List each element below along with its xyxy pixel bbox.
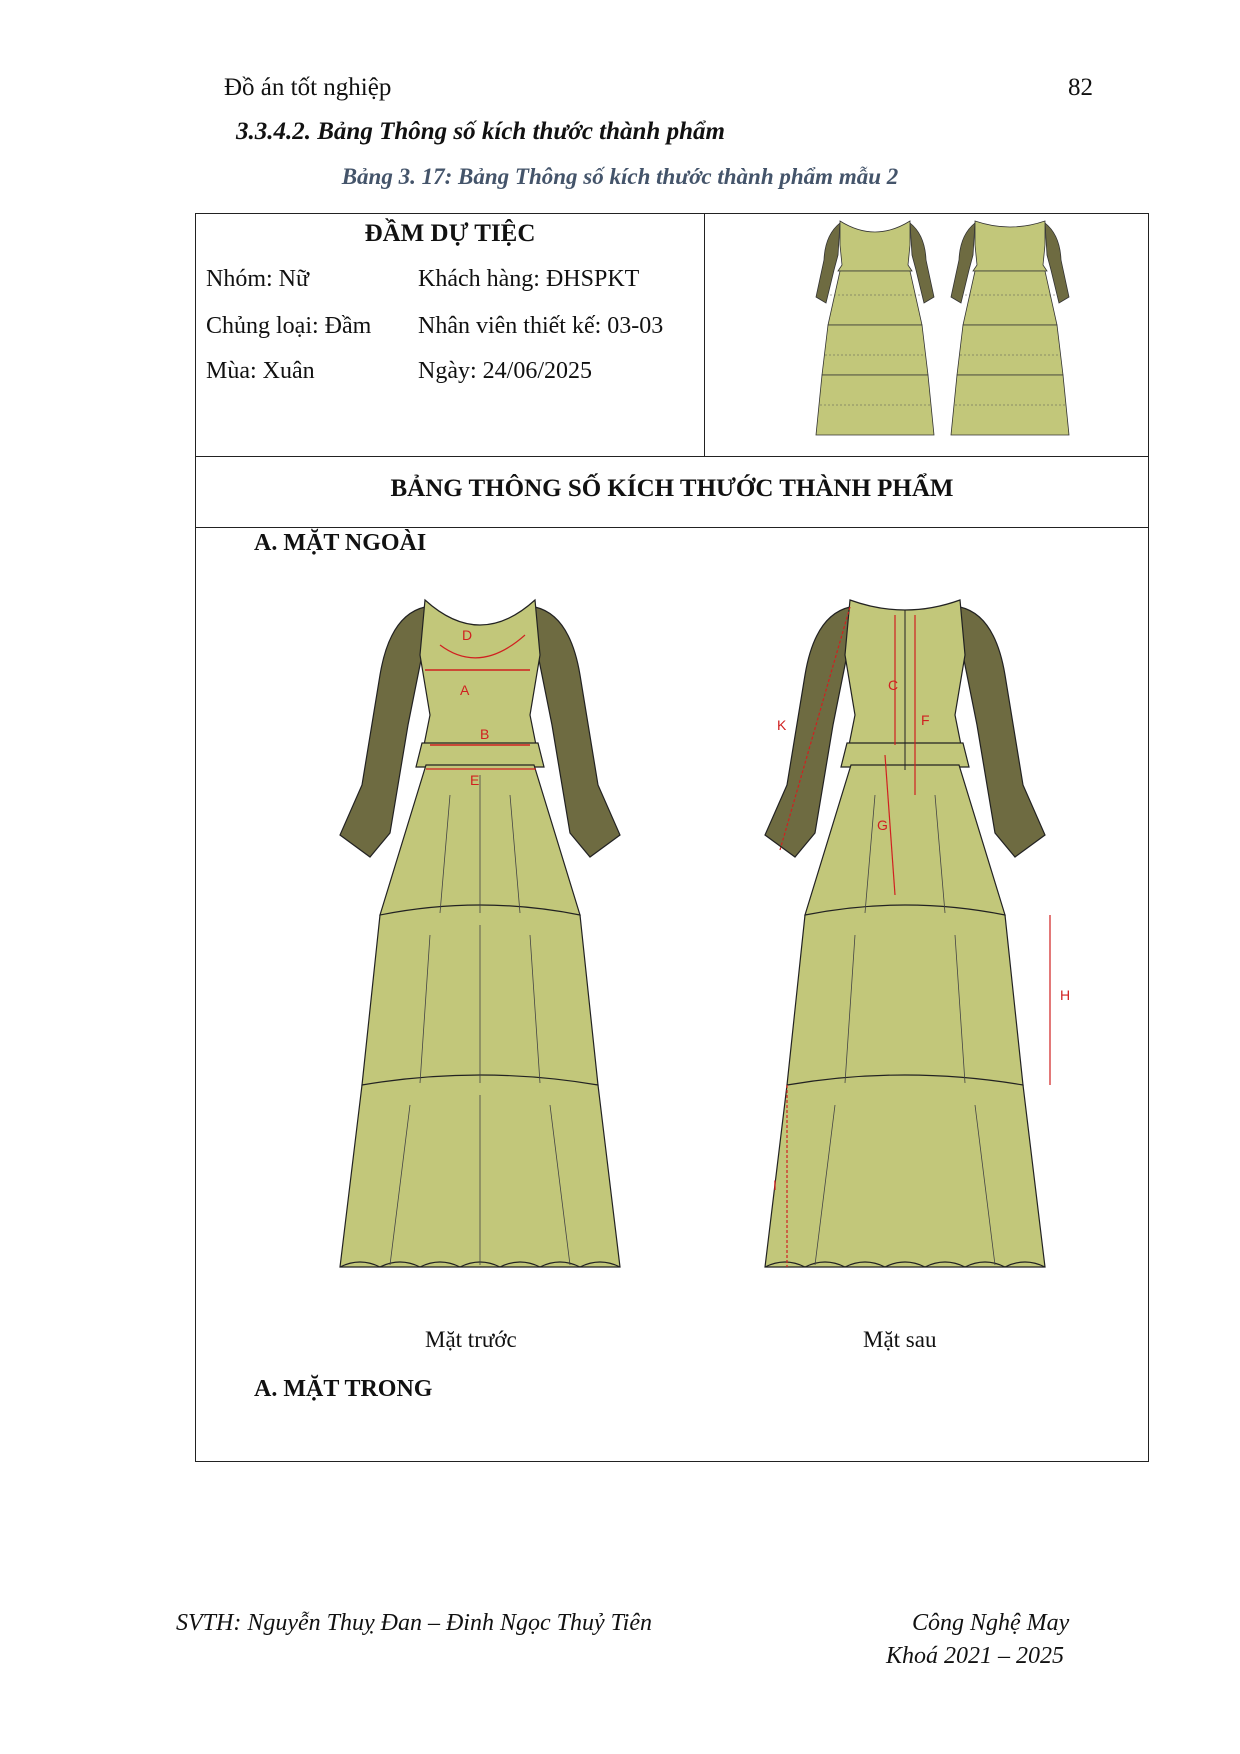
measure-label-k: K [777, 717, 787, 733]
product-group: Nhóm: Nữ [206, 266, 310, 292]
page-number: 82 [1068, 74, 1093, 101]
table-divider [195, 456, 1149, 457]
footer-major: Công Nghệ May [912, 1610, 1070, 1636]
measure-label-d: D [462, 627, 473, 643]
measure-label-g: G [877, 817, 888, 833]
spec-table-title: BẢNG THÔNG SỐ KÍCH THƯỚC THÀNH PHẨM [390, 475, 954, 502]
product-category: Chủng loại: Đầm [206, 313, 372, 339]
caption-front-view: Mặt trước [425, 1327, 517, 1352]
dress-front-illustration [330, 595, 650, 1295]
product-title: ĐẦM DỰ TIỆC [364, 220, 536, 247]
measure-label-f: F [921, 712, 930, 728]
dress-thumbnail-front [810, 215, 940, 440]
footer-course: Khoá 2021 – 2025 [886, 1643, 1065, 1669]
footer-students: SVTH: Nguyễn Thuỵ Đan – Đinh Ngọc Thuỷ Tiên [176, 1610, 652, 1636]
measure-label-c: C [888, 677, 899, 693]
product-date: Ngày: 24/06/2025 [418, 358, 592, 384]
table-divider [195, 527, 1149, 528]
subsection-outside: A. MẶT NGOÀI [254, 530, 427, 556]
dress-back-illustration [755, 595, 1075, 1295]
dress-thumbnail-back [945, 215, 1075, 440]
product-designer: Nhân viên thiết kế: 03-03 [418, 313, 664, 339]
measure-label-h: H [1060, 987, 1071, 1003]
product-season: Mùa: Xuân [206, 358, 315, 384]
measure-label-i: I [773, 1177, 777, 1193]
measure-label-b: B [480, 726, 490, 742]
document-header-title: Đồ án tốt nghiệp [224, 74, 392, 101]
section-heading: 3.3.4.2. Bảng Thông số kích thước thành phẩm [236, 118, 725, 145]
subsection-inside: A. MẶT TRONG [254, 1376, 433, 1402]
table-caption: Bảng 3. 17: Bảng Thông số kích thước thành phẩm mẫu 2 [341, 164, 899, 189]
caption-back-view: Mặt sau [863, 1327, 937, 1352]
measure-label-e: E [470, 772, 480, 788]
measure-label-a: A [460, 682, 470, 698]
product-customer: Khách hàng: ĐHSPKT [418, 266, 640, 292]
